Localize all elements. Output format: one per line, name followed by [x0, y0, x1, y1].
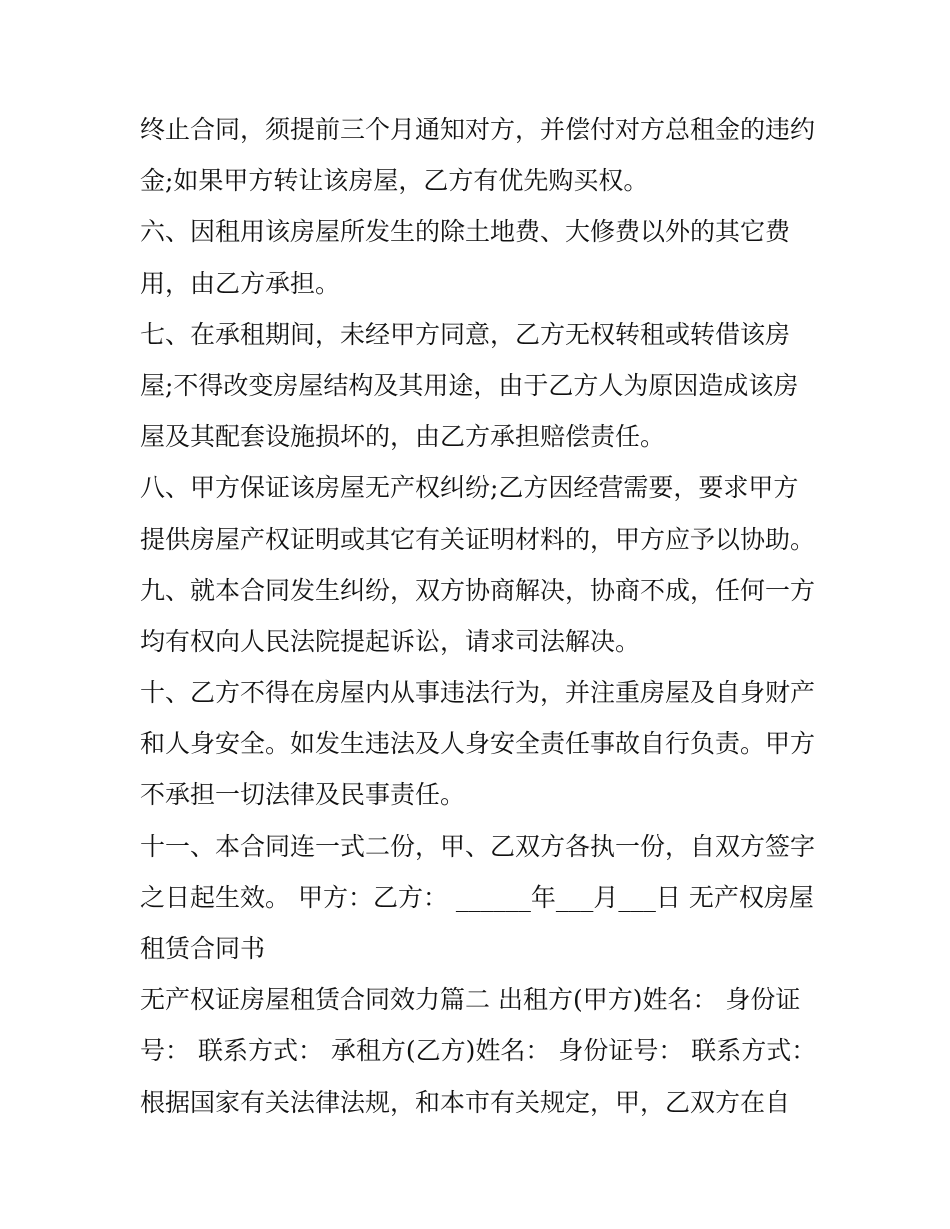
text-line: 八、甲方保证该房屋无产权纠纷;乙方因经营需要，要求甲方: [140, 473, 799, 503]
text-line: 号： 联系方式： 承租方(乙方)姓名： 身份证号： 联系方式：: [140, 1036, 817, 1066]
text-line: 屋及其配套设施损坏的，由乙方承担赔偿责任。: [140, 422, 666, 452]
text-line: 用，由乙方承担。: [140, 268, 341, 298]
text-line: 六、因租用该房屋所发生的除土地费、大修费以外的其它费: [140, 217, 791, 247]
text-line: 金;如果甲方转让该房屋，乙方有优先购买权。: [140, 166, 649, 196]
text-line: 九、就本合同发生纠纷，双方协商解决，协商不成，任何一方: [140, 575, 816, 605]
text-line: 提供房屋产权证明或其它有关证明材料的，甲方应予以协助。: [140, 524, 816, 554]
text-line: 屋;不得改变房屋结构及其用途，由于乙方人为原因造成该房: [140, 370, 799, 400]
text-line: 和人身安全。如发生违法及人身安全责任事故自行负责。甲方: [140, 729, 816, 759]
text-line: 七、在承租期间，未经甲方同意，乙方无权转租或转借该房: [140, 319, 791, 349]
text-line: 终止合同，须提前三个月通知对方，并偿付对方总租金的违约: [140, 115, 816, 144]
text-line: 之日起生效。 甲方：乙方： ______年___月___日 无产权房屋: [140, 882, 814, 912]
text-line: 均有权向人民法院提起诉讼，请求司法解决。: [140, 626, 641, 656]
text-line: 十一、本合同连一式二份，甲、乙双方各执一份，自双方签字: [140, 831, 816, 861]
contract-text: [140, 104, 820, 1128]
text-line: 不承担一切法律及民事责任。: [140, 780, 466, 810]
text-line: 根据国家有关法律法规，和本市有关规定，甲，乙双方在自: [140, 1087, 791, 1117]
text-line: 十、乙方不得在房屋内从事违法行为，并注重房屋及自身财产: [140, 678, 816, 708]
text-line: 无产权证房屋租赁合同效力篇二 出租方(甲方)姓名： 身份证: [140, 985, 801, 1015]
text-line: 租赁合同书: [140, 934, 266, 963]
